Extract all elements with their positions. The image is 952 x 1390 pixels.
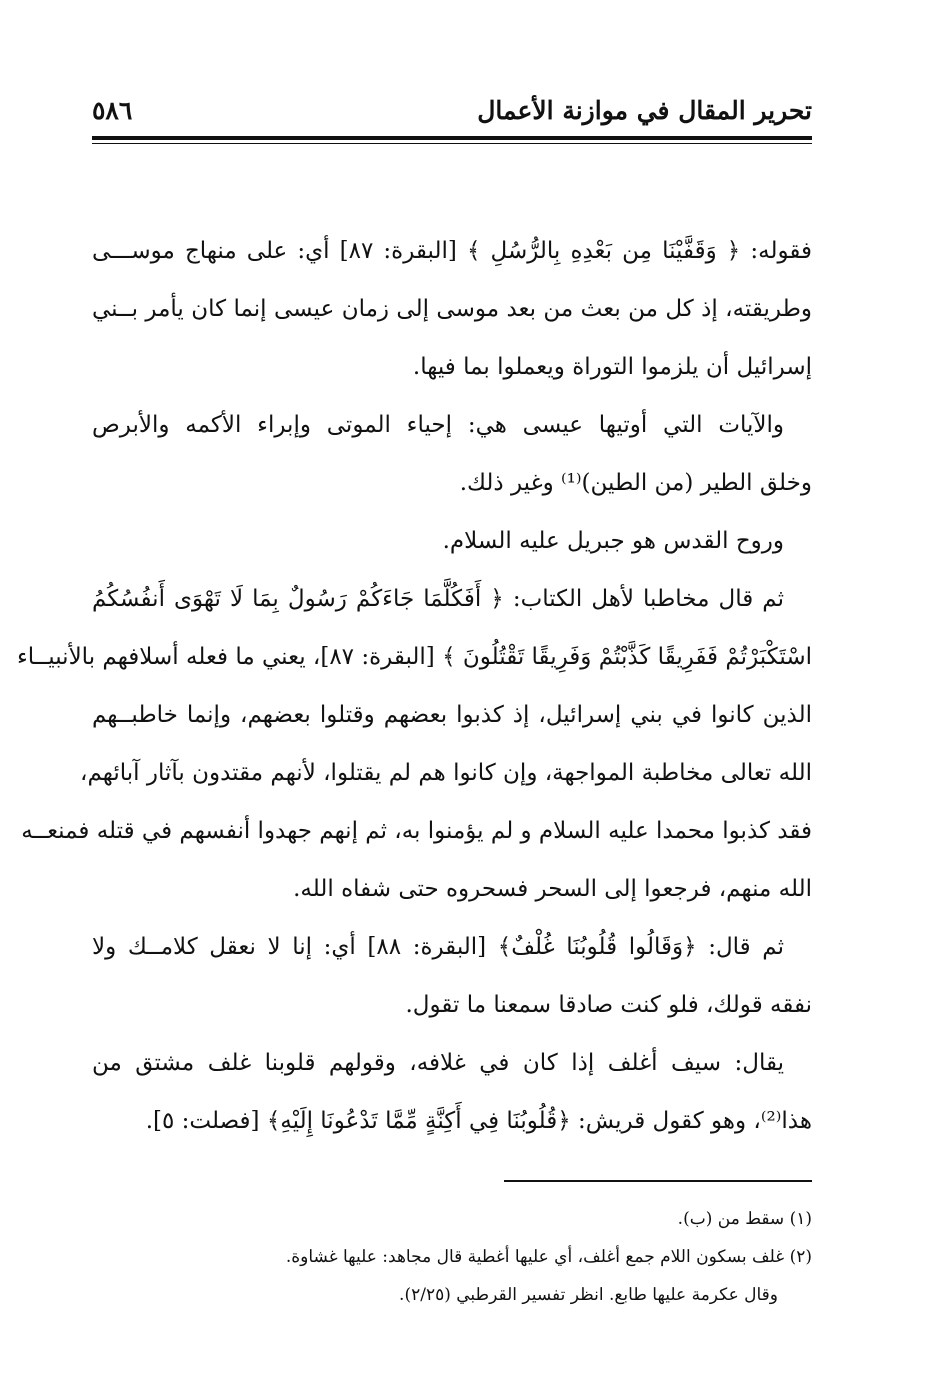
text-line: ثم قال: ﴿وَقَالُوا قُلُوبُنَا غُلْفٌ﴾ [البقرة: ٨٨] أي: إنا لا نعقل كلامــك ولا: [92, 934, 785, 960]
running-header: [92, 92, 812, 132]
book-title: تحرير المقال في موازنة الأعمال: [477, 96, 812, 125]
footnote-item: (٢) غلف بسكون اللام جمع أغلف، أي عليها أغطية قال مجاهد: عليها غشاوة.: [285, 1247, 812, 1267]
main-text: [16, 222, 812, 1150]
footnote-item: وقال عكرمة عليها طابع. انظر تفسير القرطبي (٢/٢٥).: [399, 1285, 778, 1305]
header-rule-thick: [92, 136, 812, 140]
footnote-item: (١) سقط من (ب).: [677, 1209, 812, 1229]
text-line: نفقه قولك، فلو كنت صادقا سمعنا ما تقول.: [405, 992, 812, 1018]
text-line: والآيات التي أوتيها عيسى هي: إحياء الموتى وإبراء الأكمه والأبرص: [92, 412, 784, 438]
text-line: فقد كذبوا محمدا عليه السلام و لم يؤمنوا به، ثم إنهم جهدوا أنفسهم في قتله فمنعــه: [21, 818, 812, 844]
text-line: إسرائيل أن يلزموا التوراة ويعملوا بما فيها.: [412, 354, 812, 380]
footnotes: [200, 1200, 812, 1314]
text-line: وروح القدس هو جبريل عليه السلام.: [442, 528, 784, 554]
text-line: الله منهم، فرجعوا إلى السحر فسحروه حتى شفاه الله.: [293, 876, 812, 902]
text-line: الله تعالى مخاطبة المواجهة، وإن كانوا هم لم يقتلوا، لأنهم مقتدون بآثار آبائهم،: [80, 760, 812, 786]
text-line: وطريقته، إذ كل من بعث من بعد موسى إلى زمان عيسى إنما كان يأمر بــني: [92, 296, 812, 322]
text-line: اسْتَكْبَرْتُمْ فَفَرِيقًا كَذَّبْتُمْ وَفَرِيقًا تَقْتُلُونَ ﴾ [البقرة: ٨٧]، يعني ما فعله أسلافهم بالأنبيــاء: [16, 644, 812, 670]
text-line: فقوله: ﴿ وَقَفَّيْنَا مِن بَعْدِهِ بِالرُّسُلِ ﴾ [البقرة: ٨٧] أي: على منهاج موســـى: [92, 238, 812, 264]
text-line: هذا⁽²⁾، وهو كقول قريش: ﴿قُلُوبُنَا فِي أَكِنَّةٍ مِّمَّا تَدْعُونَا إِلَيْهِ﴾ [فصلت: ٥].: [145, 1108, 812, 1134]
text-line: الذين كانوا في بني إسرائيل، إذ كذبوا بعضهم وقتلوا بعضهم، وإنما خاطبــهم: [92, 702, 812, 728]
header-rule-thin: [92, 143, 812, 144]
text-line: وخلق الطير (من الطين)⁽¹⁾ وغير ذلك.: [459, 470, 812, 496]
page-number: ٥٨٦: [92, 96, 133, 125]
footnote-separator: [504, 1180, 812, 1182]
text-line: ثم قال مخاطبا لأهل الكتاب: ﴿ أَفَكُلَّمَا جَاءَكُمْ رَسُولٌ بِمَا لَا تَهْوَى أَنفُسُكُمُ: [92, 586, 784, 612]
text-line: يقال: سيف أغلف إذا كان في غلافه، وقولهم قلوبنا غلف مشتق من: [92, 1050, 784, 1076]
